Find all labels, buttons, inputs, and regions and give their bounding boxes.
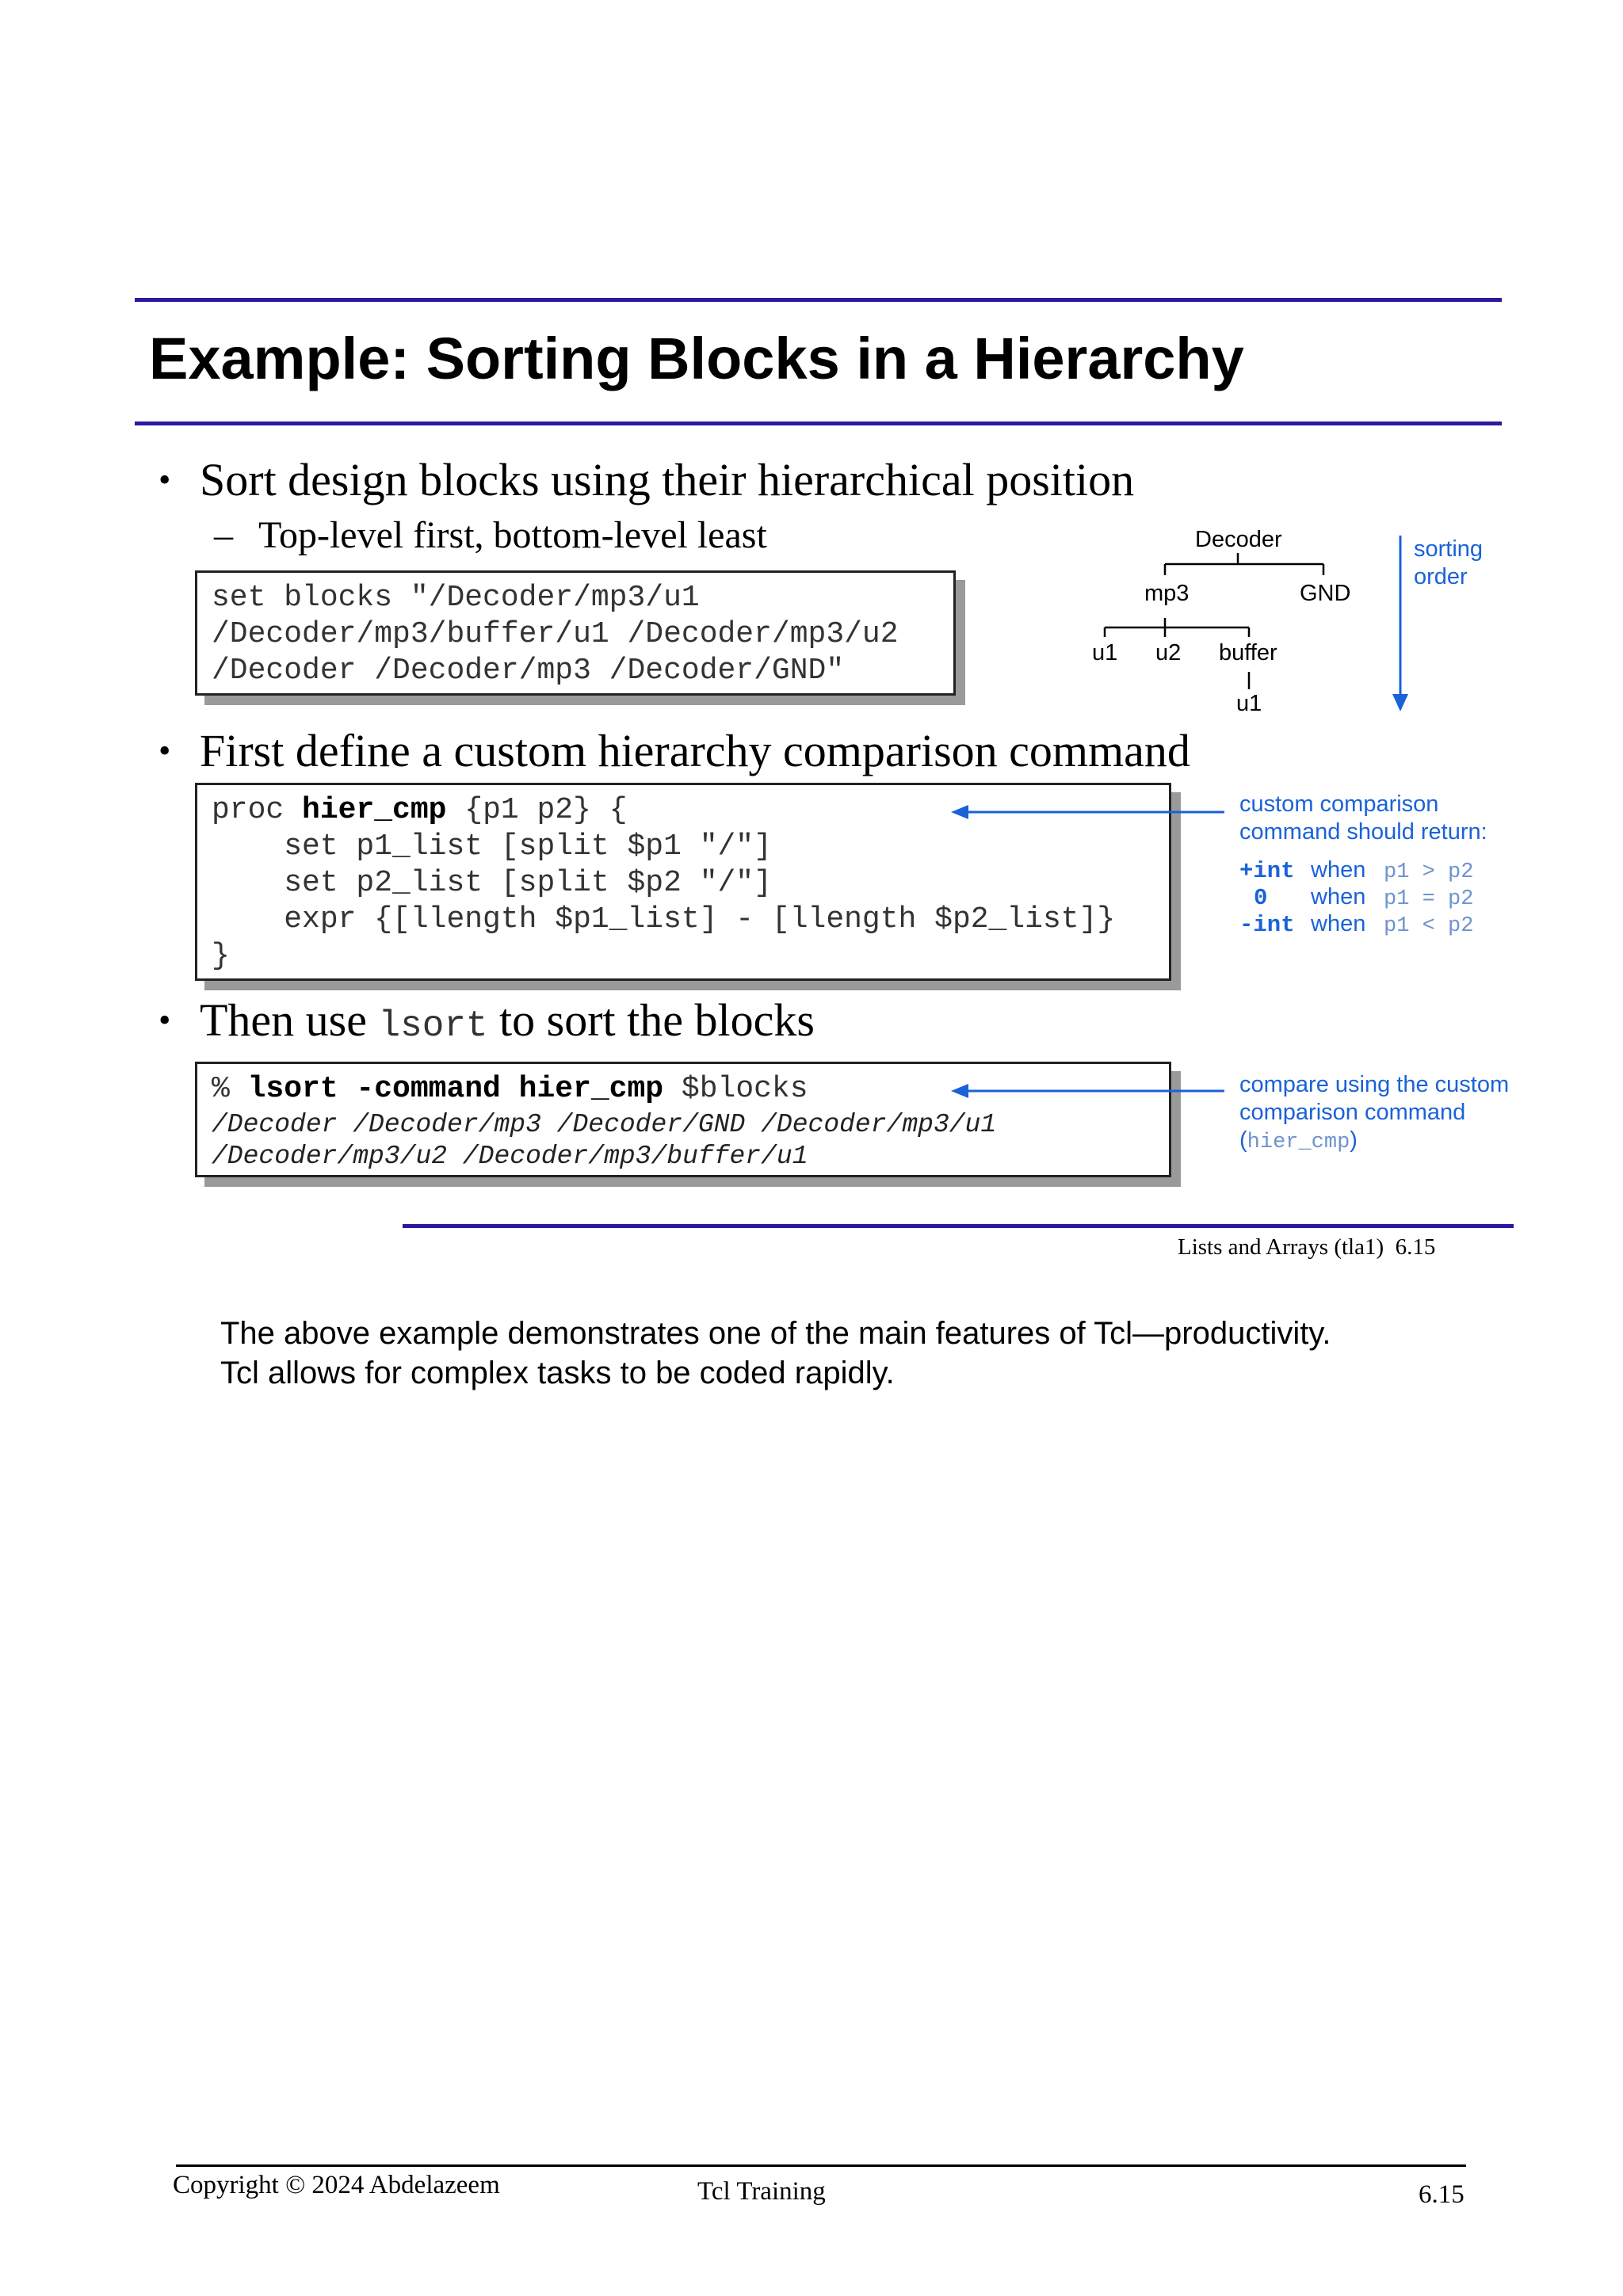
return-annotation (1239, 791, 1487, 846)
slide-title: Example: Sorting Blocks in a Hierarchy (149, 326, 1244, 391)
paren-close: ) (1350, 1127, 1358, 1153)
notes-line-1: The above example demonstrates one of the main features of Tcl—productivity. (220, 1316, 1331, 1351)
compare-annotation-line2: comparison command (1239, 1100, 1466, 1125)
page-footer-copyright: Copyright © 2024 Abdelazeem (173, 2171, 500, 2199)
return-condition: p1 < p2 (1384, 914, 1474, 938)
sorting-order-label (1414, 536, 1483, 591)
title-bottom-rule (135, 421, 1502, 425)
sorting-order-line1: sorting (1414, 536, 1484, 562)
return-value: +int (1239, 858, 1295, 884)
notes-line-2: Tcl allows for complex tasks to be coded rapidly. (220, 1356, 895, 1390)
sorting-order-line2: order (1414, 564, 1468, 589)
return-condition: p1 = p2 (1384, 887, 1474, 911)
return-when: when (1311, 857, 1366, 883)
return-when: when (1311, 911, 1366, 936)
slide-footer-text: Lists and Arrays (tla1) 6.15 (1178, 1234, 1436, 1260)
code-line (212, 1072, 808, 1106)
title-top-rule (135, 298, 1502, 302)
code-proc-name: hier_cmp (302, 793, 447, 827)
code-line: set p1_list [split $p1 "/"] (212, 830, 772, 864)
hierarchy-tree-lines (1078, 539, 1363, 713)
return-row-negative (1239, 911, 1473, 938)
page-footer-rule (176, 2164, 1466, 2167)
tree-node-buffer-u1: u1 (1236, 691, 1262, 716)
return-when: when (1311, 884, 1366, 910)
page-footer-title: Tcl Training (697, 2177, 826, 2206)
tree-node-u1: u1 (1092, 640, 1118, 666)
return-row-positive (1239, 857, 1473, 884)
code-line: set blocks "/Decoder/mp3/u1 (212, 581, 700, 615)
bullet-1-marker: • (158, 460, 171, 499)
tree-node-gnd: GND (1300, 581, 1351, 606)
tree-node-mp3: mp3 (1144, 581, 1190, 606)
bullet-3-marker: • (158, 1001, 171, 1039)
code-block-blocks (195, 570, 956, 696)
bullet-2-text: First define a custom hierarchy comparison command (200, 725, 1190, 776)
page-footer-page-number: 6.15 (1419, 2180, 1465, 2209)
return-annotation-line2: command should return: (1239, 819, 1487, 845)
code-line: /Decoder /Decoder/mp3 /Decoder/GND" (212, 654, 845, 688)
tree-node-u2: u2 (1155, 640, 1182, 666)
bullet-1-text: Sort design blocks using their hierarchical position (200, 454, 1135, 505)
tree-node-decoder: Decoder (1195, 527, 1282, 552)
bullet-3-code: lsort (378, 1005, 488, 1047)
code-output-line: /Decoder/mp3/u2 /Decoder/mp3/buffer/u1 (212, 1142, 808, 1171)
return-value: 0 (1254, 885, 1268, 911)
compare-annotation-line1: compare using the custom (1239, 1072, 1510, 1097)
slide-footer-rule (403, 1224, 1514, 1228)
bullet-1-dash: – (214, 514, 233, 556)
code-line (212, 793, 628, 827)
return-value: -int (1239, 912, 1295, 938)
code-command: lsort -command hier_cmp (247, 1072, 664, 1106)
compare-annotation (1239, 1071, 1509, 1157)
code-line: expr {[llength $p1_list] - [llength $p2_list]} (212, 902, 1116, 936)
sorting-order-arrow (1388, 536, 1412, 715)
return-row-zero (1239, 884, 1473, 911)
paren-open: ( (1239, 1127, 1247, 1153)
code-prompt: % (212, 1072, 248, 1106)
code-argument: $blocks (663, 1072, 808, 1106)
bullet-3-text-before: Then use (200, 994, 379, 1046)
code-proc-args: {p1 p2} { (446, 793, 628, 827)
bullet-3-text-after: to sort the blocks (487, 994, 815, 1046)
code-keyword: proc (212, 793, 303, 827)
code-line: /Decoder/mp3/buffer/u1 /Decoder/mp3/u2 (212, 617, 899, 651)
return-annotation-arrow (951, 800, 1228, 824)
code-line: } (212, 939, 230, 973)
compare-annotation-code: hier_cmp (1247, 1131, 1350, 1154)
bullet-3-text (200, 994, 815, 1047)
code-line: set p2_list [split $p2 "/"] (212, 866, 772, 900)
bullet-2-marker: • (158, 731, 171, 770)
bullet-1-sub-text: Top-level first, bottom-level least (258, 514, 767, 556)
code-output-line: /Decoder /Decoder/mp3 /Decoder/GND /Decoder/mp3/u1 (212, 1110, 997, 1139)
tree-node-buffer: buffer (1219, 640, 1277, 666)
return-annotation-line1: custom comparison (1239, 791, 1439, 817)
compare-annotation-arrow (951, 1079, 1228, 1103)
return-condition: p1 > p2 (1384, 860, 1474, 884)
compare-annotation-line3 (1239, 1127, 1509, 1157)
